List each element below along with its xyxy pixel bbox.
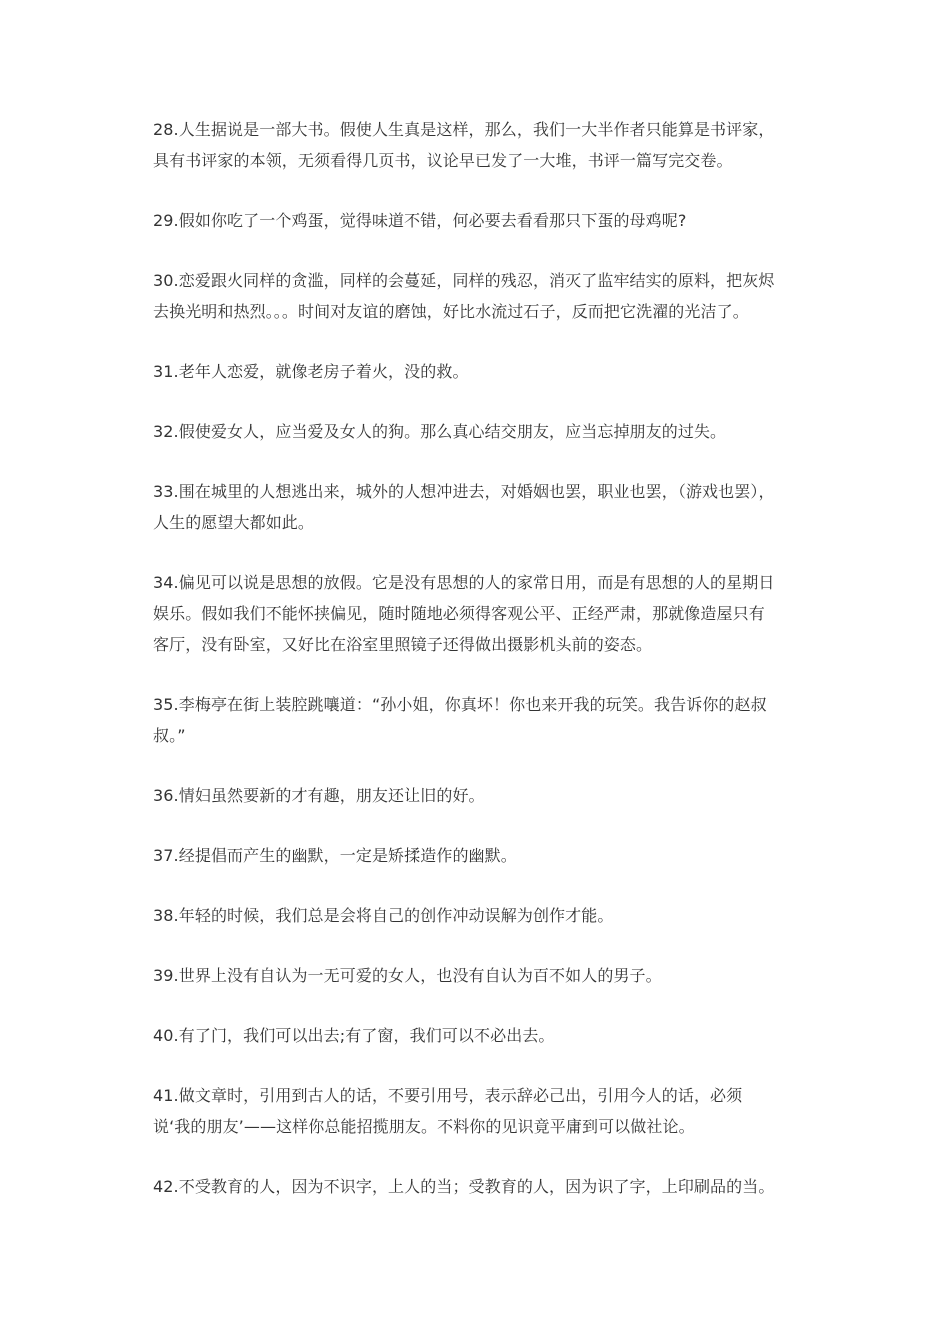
quote-line: 42.不受教育的人，因为不识字，上人的当；受教育的人，因为识了字，上印刷品的当。 [153, 1177, 775, 1196]
quote-33 [153, 476, 808, 538]
quote-31 [153, 356, 808, 387]
quote-line: 娱乐。假如我们不能怀挟偏见，随时随地必须得客观公平、正经严肃，那就像造屋只有 [153, 604, 765, 623]
quote-28 [153, 114, 808, 176]
quote-line: 去换光明和热烈。。。时间对友谊的磨蚀，好比水流过石子，反而把它洗濯的光洁了。 [153, 302, 749, 321]
quote-line: 32.假使爱女人，应当爱及女人的狗。那么真心结交朋友，应当忘掉朋友的过失。 [153, 422, 727, 441]
quote-line: 人生的愿望大都如此。 [153, 513, 315, 532]
quote-line: 30.恋爱跟火同样的贪滥，同样的会蔓延，同样的残忍，消灭了监牢结实的原料，把灰烬 [153, 271, 775, 290]
quote-line: 40.有了门，我们可以出去;有了窗，我们可以不必出去。 [153, 1026, 555, 1045]
quote-40 [153, 1020, 808, 1051]
quote-29 [153, 205, 808, 236]
quote-line: 36.情妇虽然要新的才有趣，朋友还让旧的好。 [153, 786, 485, 805]
quote-41 [153, 1080, 808, 1142]
quote-line: 叔。” [153, 726, 186, 745]
quote-line: 具有书评家的本领，无须看得几页书，议论早已发了一大堆，书评一篇写完交卷。 [153, 151, 733, 170]
quote-42 [153, 1171, 808, 1202]
quote-30 [153, 265, 808, 327]
quote-list [153, 114, 808, 1231]
quote-line: 说‘我的朋友’——这样你总能招揽朋友。不料你的见识竟平庸到可以做社论。 [153, 1117, 695, 1136]
quote-line: 39.世界上没有自认为一无可爱的女人，也没有自认为百不如人的男子。 [153, 966, 662, 985]
quote-39 [153, 960, 808, 991]
quote-line: 33.围在城里的人想逃出来，城外的人想冲进去，对婚姻也罢，职业也罢，（游戏也罢）， [153, 482, 775, 501]
quote-34 [153, 567, 808, 660]
quote-36 [153, 780, 808, 811]
quote-line: 37.经提倡而产生的幽默，一定是矫揉造作的幽默。 [153, 846, 517, 865]
quote-line: 34.偏见可以说是思想的放假。它是没有思想的人的家常日用，而是有思想的人的星期日 [153, 573, 775, 592]
quote-37 [153, 840, 808, 871]
quote-38 [153, 900, 808, 931]
quote-line: 客厅，没有卧室，又好比在浴室里照镜子还得做出摄影机头前的姿态。 [153, 635, 653, 654]
quote-32 [153, 416, 808, 447]
quote-line: 28.人生据说是一部大书。假使人生真是这样，那么，我们一大半作者只能算是书评家， [153, 120, 775, 139]
quote-line: 29.假如你吃了一个鸡蛋，觉得味道不错，何必要去看看那只下蛋的母鸡呢? [153, 211, 687, 230]
quote-35 [153, 689, 808, 751]
quote-line: 38.年轻的时候，我们总是会将自己的创作冲动误解为创作才能。 [153, 906, 614, 925]
quote-line: 31.老年人恋爱，就像老房子着火，没的救。 [153, 362, 469, 381]
quote-line: 41.做文章时，引用到古人的话，不要引用号，表示辞必己出，引用今人的话，必须 [153, 1086, 743, 1105]
quote-line: 35.李梅亭在街上装腔跳嚷道：“孙小姐，你真坏！你也来开我的玩笑。我告诉你的赵叔 [153, 695, 767, 714]
